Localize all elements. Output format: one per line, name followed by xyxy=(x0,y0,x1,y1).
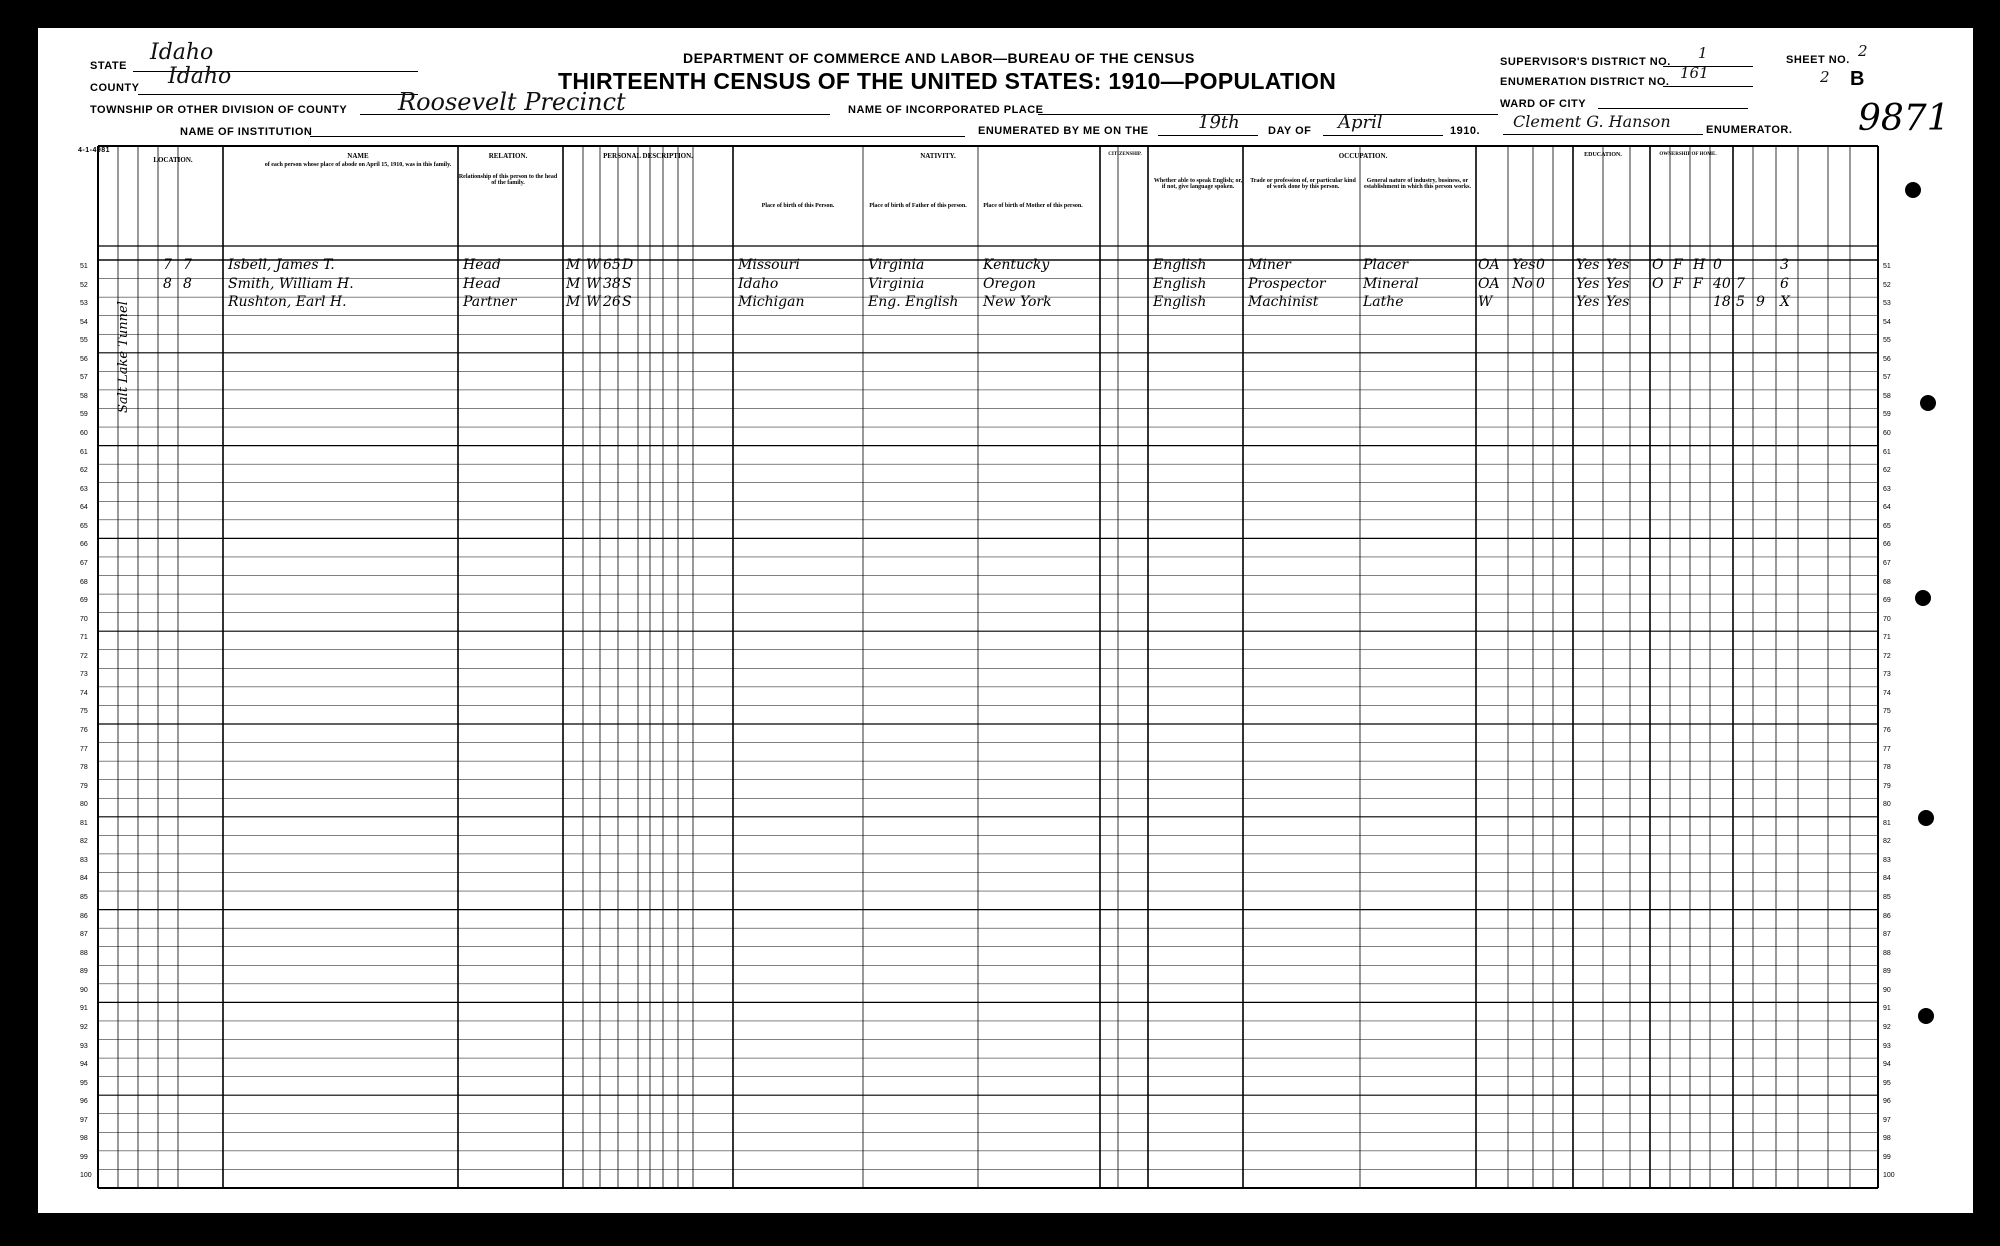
row-number: 63 xyxy=(80,485,88,493)
entry-marital: D xyxy=(622,257,634,273)
year-label: 1910. xyxy=(1450,125,1481,137)
row-number: 52 xyxy=(80,281,88,289)
incorporated-label: NAME OF INCORPORATED PLACE xyxy=(848,104,1044,116)
row-number: 89 xyxy=(1883,968,1891,976)
row-number: 73 xyxy=(80,671,88,679)
row-number: 72 xyxy=(80,652,88,660)
entry-dwelling: 7 xyxy=(163,257,172,273)
row-number: 76 xyxy=(80,727,88,734)
row-number: 99 xyxy=(80,1153,88,1161)
row-number: 83 xyxy=(1883,856,1891,864)
row-number: 81 xyxy=(1883,819,1891,827)
state-value: Idaho xyxy=(150,40,214,65)
trade-head: Trade or profession of, or particular kind of work done by this person. xyxy=(1250,178,1356,190)
entry-name: Isbell, James T. xyxy=(228,257,335,273)
row-number: 93 xyxy=(80,1042,88,1050)
entry-pob: Michigan xyxy=(738,294,805,311)
row-number: 80 xyxy=(1883,801,1891,809)
row-number: 62 xyxy=(1883,467,1891,475)
binder-hole xyxy=(1918,810,1934,826)
pob-mother-head: Place of birth of Mother of this person. xyxy=(983,203,1083,209)
row-number: 73 xyxy=(1883,671,1891,679)
row-number: 85 xyxy=(80,894,88,902)
row-number: 57 xyxy=(80,374,88,382)
ward-label: WARD OF CITY xyxy=(1500,98,1587,110)
entry-industry: Mineral xyxy=(1363,275,1419,292)
entry-age: 26 xyxy=(603,294,621,311)
group-nativity: NATIVITY. xyxy=(920,152,956,160)
institution-label: NAME OF INSTITUTION xyxy=(180,126,313,138)
binder-hole xyxy=(1915,590,1931,606)
entry-race: W xyxy=(586,275,601,292)
row-number: 87 xyxy=(1883,931,1891,939)
entry-class: OA xyxy=(1478,275,1500,292)
month-value: April xyxy=(1338,112,1383,133)
sheet-label: SHEET NO. xyxy=(1786,54,1850,66)
stamp-number: 9871 xyxy=(1858,98,1950,139)
day-of-label: DAY OF xyxy=(1268,125,1312,137)
row-number: 65 xyxy=(80,522,88,530)
row-number: 94 xyxy=(1883,1061,1891,1069)
row-number: 90 xyxy=(1883,986,1891,994)
row-number: 62 xyxy=(80,467,88,475)
binder-hole xyxy=(1918,1008,1934,1024)
entry-emp2: 0 xyxy=(1536,275,1545,292)
sheet-letter: B xyxy=(1850,68,1865,90)
entry-pob-father: Virginia xyxy=(868,275,925,292)
row-number: 56 xyxy=(1883,355,1891,363)
row-number: 88 xyxy=(1883,949,1891,957)
entry-col29: 40 xyxy=(1713,275,1731,292)
state-label: STATE xyxy=(90,60,127,72)
row-number: 51 xyxy=(80,263,88,270)
industry-head: General nature of industry, business, or establishment in which this person works. xyxy=(1363,178,1471,190)
county-value: Idaho xyxy=(168,64,232,89)
township-label: TOWNSHIP OR OTHER DIVISION OF COUNTY xyxy=(90,104,348,116)
form-number: 4-1-4981 xyxy=(78,147,111,154)
row-number: 96 xyxy=(80,1098,88,1106)
row-number: 89 xyxy=(80,968,88,976)
entry-free: H xyxy=(1693,257,1706,273)
relation-column-description: Relationship of this person to the head of the family. xyxy=(458,174,558,186)
row-number: 81 xyxy=(80,819,88,827)
entry-sex: M xyxy=(566,275,581,292)
enum-district-value: 161 xyxy=(1680,64,1709,82)
entry-col29: 18 xyxy=(1713,294,1731,311)
row-number: 76 xyxy=(1883,727,1891,734)
row-number: 77 xyxy=(1883,745,1891,753)
row-number: 67 xyxy=(80,559,88,567)
row-number: 100 xyxy=(80,1172,92,1180)
entry-name: Smith, William H. xyxy=(228,275,354,292)
day-value: 19th xyxy=(1198,112,1240,133)
row-number: 80 xyxy=(80,801,88,809)
row-number: 66 xyxy=(1883,541,1891,549)
side-note: Salt Lake Tunnel xyxy=(116,301,131,413)
entry-age: 65 xyxy=(603,257,621,273)
group-education: EDUCATION. xyxy=(1584,152,1622,158)
row-number: 87 xyxy=(80,931,88,939)
row-number: 70 xyxy=(80,615,88,623)
row-number: 82 xyxy=(80,838,88,846)
binder-hole xyxy=(1920,395,1936,411)
row-number: 96 xyxy=(1883,1098,1891,1106)
entry-language: English xyxy=(1153,257,1207,273)
entry-pob: Idaho xyxy=(738,275,779,292)
row-number: 75 xyxy=(1883,708,1891,716)
entry-farm: F xyxy=(1673,257,1683,273)
sheet-value: 2 xyxy=(1858,42,1868,60)
entry-col32: X xyxy=(1780,294,1790,311)
row-number: 53 xyxy=(80,300,88,308)
row-number: 90 xyxy=(80,986,88,994)
row-number: 58 xyxy=(80,392,88,400)
entry-col30: 5 xyxy=(1736,294,1745,311)
row-number: 57 xyxy=(1883,374,1891,382)
row-number: 59 xyxy=(1883,411,1891,419)
entry-emp1: Yes xyxy=(1512,257,1536,273)
supervisor-label: SUPERVISOR'S DISTRICT NO. xyxy=(1500,56,1671,68)
row-number: 84 xyxy=(80,875,88,883)
page-title: THIRTEENTH CENSUS OF THE UNITED STATES: 1910—POPULATION xyxy=(558,68,1337,94)
row-number: 64 xyxy=(80,504,88,512)
row-number: 94 xyxy=(80,1061,88,1069)
entry-col31: 9 xyxy=(1756,294,1765,311)
entry-read: Yes xyxy=(1576,294,1600,311)
entry-marital: S xyxy=(622,275,632,292)
row-number: 78 xyxy=(1883,764,1891,772)
entry-owned: O xyxy=(1652,257,1664,273)
row-number: 71 xyxy=(80,634,88,642)
row-number: 74 xyxy=(80,689,88,697)
row-number: 98 xyxy=(80,1135,88,1143)
row-number: 65 xyxy=(1883,522,1891,530)
row-number: 64 xyxy=(1883,504,1891,512)
enumerator-value: Clement G. Hanson xyxy=(1513,112,1671,131)
row-number: 51 xyxy=(1883,263,1891,270)
group-name: NAME xyxy=(347,152,369,160)
entry-owned: O xyxy=(1652,275,1664,292)
entry-race: W xyxy=(586,294,601,311)
row-number: 68 xyxy=(1883,578,1891,586)
entry-class: OA xyxy=(1478,257,1500,273)
row-number: 99 xyxy=(1883,1153,1891,1161)
entry-col30: 7 xyxy=(1736,275,1745,292)
row-number: 72 xyxy=(1883,652,1891,660)
entry-relation: Head xyxy=(463,275,501,292)
entry-col29: 0 xyxy=(1713,257,1722,273)
entry-class: W xyxy=(1478,294,1493,311)
row-number: 61 xyxy=(80,448,88,456)
entry-pob-mother: Kentucky xyxy=(983,257,1050,273)
row-number: 52 xyxy=(1883,281,1891,289)
entry-race: W xyxy=(586,257,601,273)
row-number: 75 xyxy=(80,708,88,716)
row-number: 98 xyxy=(1883,1135,1891,1143)
row-number: 66 xyxy=(80,541,88,549)
row-number: 78 xyxy=(80,764,88,772)
row-number: 68 xyxy=(80,578,88,586)
row-number: 71 xyxy=(1883,634,1891,642)
entry-read: Yes xyxy=(1576,257,1600,273)
group-location: LOCATION. xyxy=(153,156,193,164)
entry-marital: S xyxy=(622,294,632,311)
entry-col32: 6 xyxy=(1780,275,1789,292)
entry-emp2: 0 xyxy=(1536,257,1545,273)
row-number: 100 xyxy=(1883,1172,1895,1180)
entry-write: Yes xyxy=(1606,294,1630,311)
row-number: 91 xyxy=(80,1005,88,1013)
entry-relation: Partner xyxy=(463,294,517,311)
township-value: Roosevelt Precinct xyxy=(398,88,626,116)
row-number: 74 xyxy=(1883,689,1891,697)
entry-age: 38 xyxy=(603,275,621,292)
supervisor-value: 1 xyxy=(1698,44,1708,62)
binder-hole xyxy=(1905,182,1921,198)
entry-sex: M xyxy=(566,294,581,311)
row-number: 91 xyxy=(1883,1005,1891,1013)
row-number: 86 xyxy=(1883,912,1891,920)
entry-farm: F xyxy=(1673,275,1683,292)
row-number: 60 xyxy=(1883,430,1891,438)
row-number: 82 xyxy=(1883,838,1891,846)
group-occupation: OCCUPATION. xyxy=(1338,152,1388,160)
row-number: 77 xyxy=(80,745,88,753)
entry-trade: Machinist xyxy=(1248,294,1319,311)
entry-write: Yes xyxy=(1606,275,1630,292)
row-number: 97 xyxy=(80,1116,88,1124)
row-number: 79 xyxy=(80,782,88,790)
group-relation: RELATION. xyxy=(488,152,528,160)
census-sheet xyxy=(38,28,1973,1213)
entry-write: Yes xyxy=(1606,257,1630,273)
entry-emp1: No xyxy=(1512,275,1533,292)
entry-industry: Lathe xyxy=(1363,294,1404,311)
entry-pob-father: Eng. English xyxy=(868,294,959,311)
row-number: 60 xyxy=(80,430,88,438)
row-number: 70 xyxy=(1883,615,1891,623)
pob-person-head: Place of birth of this Person. xyxy=(761,203,835,209)
entry-trade: Prospector xyxy=(1248,275,1326,292)
row-number: 92 xyxy=(80,1023,88,1031)
row-number: 79 xyxy=(1883,782,1891,790)
entry-pob-mother: Oregon xyxy=(983,275,1036,292)
name-column-description: of each person whose place of abode on April 15, 1910, was in this family. xyxy=(264,162,452,168)
entry-pob-father: Virginia xyxy=(868,257,925,273)
entry-family: 7 xyxy=(183,257,192,273)
row-number: 84 xyxy=(1883,875,1891,883)
pob-father-head: Place of birth of Father of this person. xyxy=(869,203,967,209)
entry-dwelling: 8 xyxy=(163,275,172,292)
enumerated-label: ENUMERATED BY ME ON THE xyxy=(978,125,1149,137)
row-number: 93 xyxy=(1883,1042,1891,1050)
row-number: 53 xyxy=(1883,300,1891,308)
entry-industry: Placer xyxy=(1363,257,1409,273)
row-number: 67 xyxy=(1883,559,1891,567)
row-number: 97 xyxy=(1883,1116,1891,1124)
row-number: 92 xyxy=(1883,1023,1891,1031)
row-number: 95 xyxy=(80,1079,88,1087)
entry-language: English xyxy=(1153,294,1207,311)
row-number: 83 xyxy=(80,856,88,864)
row-number: 55 xyxy=(1883,337,1891,345)
row-number: 69 xyxy=(1883,597,1891,605)
group-ownership: OWNERSHIP OF HOME. xyxy=(1659,152,1717,157)
county-label: COUNTY xyxy=(90,82,140,94)
group-personal: PERSONAL DESCRIPTION. xyxy=(603,152,693,160)
row-number: 69 xyxy=(80,597,88,605)
row-number: 86 xyxy=(80,912,88,920)
row-number: 88 xyxy=(80,949,88,957)
entry-relation: Head xyxy=(463,257,501,273)
entry-name: Rushton, Earl H. xyxy=(228,294,347,311)
row-number: 58 xyxy=(1883,392,1891,400)
entry-read: Yes xyxy=(1576,275,1600,292)
sheet-value-2: 2 xyxy=(1820,68,1830,86)
enumerator-label: ENUMERATOR. xyxy=(1706,124,1793,136)
department-heading: DEPARTMENT OF COMMERCE AND LABOR—BUREAU OF THE CENSUS xyxy=(683,50,1195,66)
entry-language: English xyxy=(1153,275,1207,292)
row-number: 56 xyxy=(80,355,88,363)
row-number: 55 xyxy=(80,337,88,345)
entry-pob: Missouri xyxy=(738,257,800,273)
row-number: 63 xyxy=(1883,485,1891,493)
language-head: Whether able to speak English; or, if not, give language spoken. xyxy=(1153,178,1243,190)
entry-sex: M xyxy=(566,257,581,273)
row-number: 85 xyxy=(1883,894,1891,902)
enum-district-label: ENUMERATION DISTRICT NO. xyxy=(1500,76,1670,88)
entry-col32: 3 xyxy=(1780,257,1789,273)
row-number: 61 xyxy=(1883,448,1891,456)
entry-family: 8 xyxy=(183,275,192,292)
entry-pob-mother: New York xyxy=(983,294,1052,311)
row-number: 59 xyxy=(80,411,88,419)
row-number: 54 xyxy=(1883,318,1891,326)
entry-trade: Miner xyxy=(1248,257,1291,273)
row-number: 95 xyxy=(1883,1079,1891,1087)
entry-free: F xyxy=(1693,275,1703,292)
row-number: 54 xyxy=(80,318,88,326)
group-citizenship: CITIZENSHIP. xyxy=(1108,152,1142,157)
